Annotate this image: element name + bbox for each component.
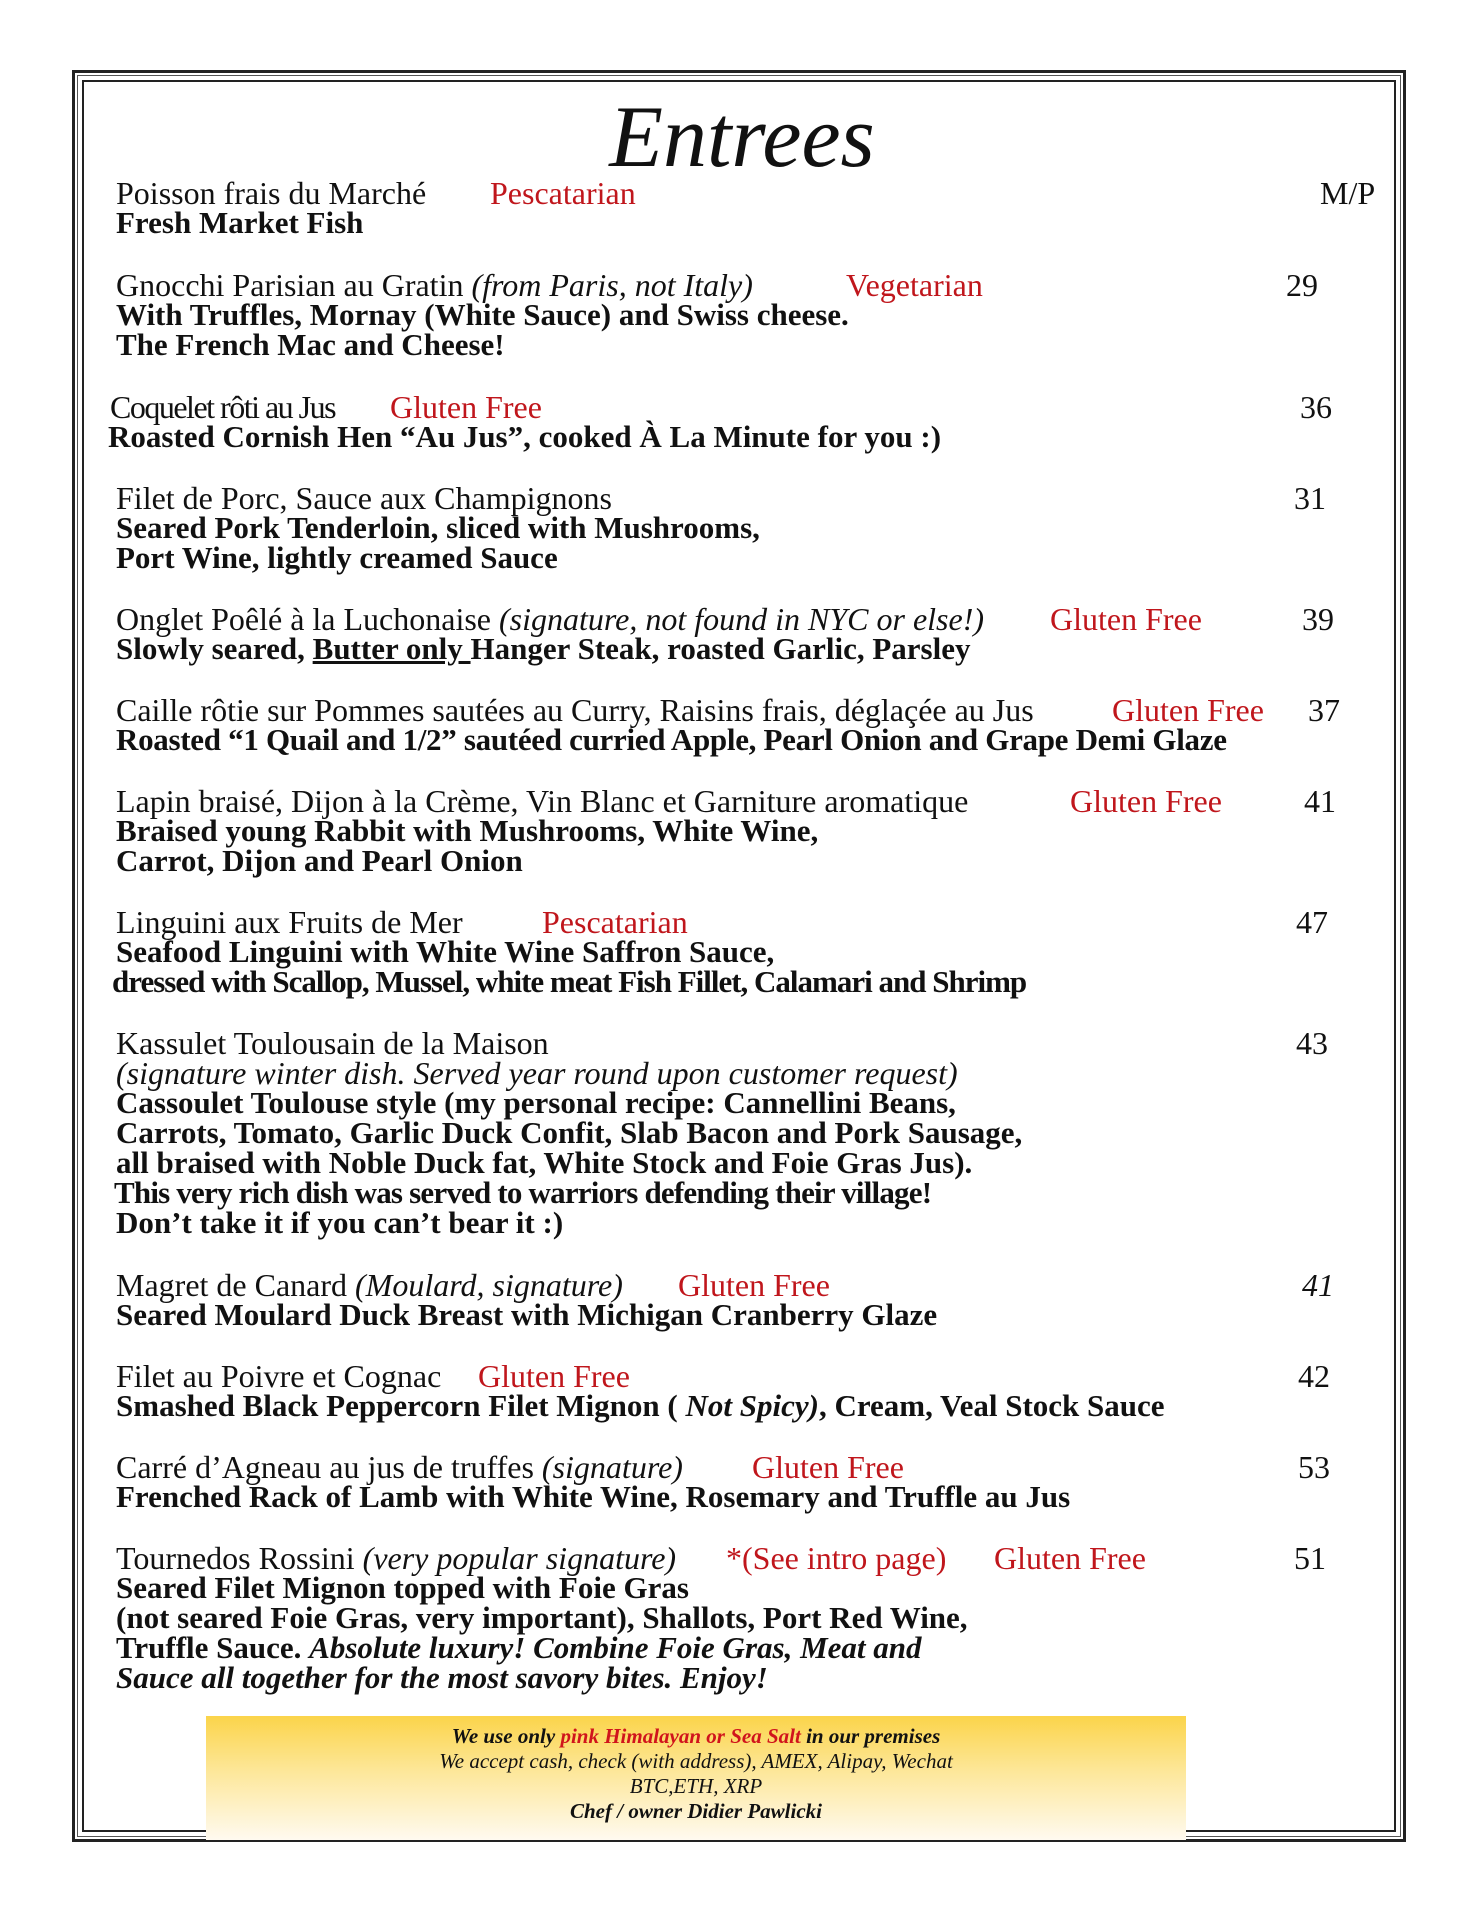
item-price: 53 bbox=[1298, 1449, 1330, 1485]
menu-item bbox=[116, 1449, 1366, 1514]
menu-item bbox=[116, 267, 1366, 362]
chef-credit: Chef / owner Didier Pawlicki bbox=[570, 1799, 822, 1823]
item-english-desc: Fresh Market Fish bbox=[116, 205, 364, 240]
menu-item bbox=[116, 480, 1366, 575]
item-english-desc: Don’t take it if you can’t bear it :) bbox=[116, 1205, 564, 1240]
menu-item bbox=[112, 904, 1366, 999]
item-english-desc: Cassoulet Toulouse style (my personal recipe: Cannellini Beans, bbox=[116, 1085, 956, 1120]
diet-tag: Gluten Free bbox=[1050, 601, 1202, 637]
diet-tag: Gluten Free bbox=[678, 1267, 830, 1303]
menu-item bbox=[116, 1540, 1366, 1695]
diet-tag: Vegetarian bbox=[846, 267, 983, 303]
item-french-name: Filet au Poivre et Cognac bbox=[116, 1358, 442, 1394]
item-english-desc: Slowly seared, Butter only Hanger Steak, roasted Garlic, Parsley bbox=[116, 631, 971, 666]
diet-tag: Gluten Free bbox=[1070, 783, 1222, 819]
item-note: (signature, not found in NYC or else!) bbox=[498, 601, 985, 637]
item-english-desc: Port Wine, lightly creamed Sauce bbox=[116, 540, 558, 575]
item-price: 36 bbox=[1300, 389, 1332, 425]
item-french-name: Kassulet Toulousain de la Maison bbox=[116, 1025, 549, 1061]
item-price: 37 bbox=[1308, 692, 1340, 728]
menu-item bbox=[116, 692, 1366, 757]
diet-tag: Gluten Free bbox=[994, 1540, 1146, 1576]
item-english-desc: dressed with Scallop, Mussel, white meat Fish Fillet, Calamari and Shrimp bbox=[112, 964, 1027, 999]
item-english-desc: Sauce all together for the most savory bites. Enjoy! bbox=[116, 1660, 768, 1695]
item-french-name: Carré d’Agneau au jus de truffes bbox=[116, 1449, 534, 1485]
item-english-desc: Braised young Rabbit with Mushrooms, White Wine, bbox=[116, 813, 819, 848]
menu-item bbox=[114, 1025, 1366, 1240]
item-english-desc: Seared Pork Tenderloin, sliced with Mushrooms, bbox=[116, 510, 760, 545]
item-french-name: Tournedos Rossini bbox=[116, 1540, 355, 1576]
menu-item bbox=[116, 1267, 1366, 1332]
item-price: 39 bbox=[1302, 601, 1334, 637]
item-english-desc: (not seared Foie Gras, very important), Shallots, Port Red Wine, bbox=[116, 1600, 968, 1635]
item-french-name: Coquelet rôti au Jus bbox=[110, 389, 336, 425]
menu-item bbox=[116, 175, 1376, 240]
salt-notice: We use only pink Himalayan or Sea Salt in our premises bbox=[451, 1724, 941, 1748]
item-price: 29 bbox=[1286, 267, 1318, 303]
item-note: (from Paris, not Italy) bbox=[471, 267, 753, 303]
item-english-desc: Smashed Black Peppercorn Filet Mignon ( Not Spicy), Cream, Veal Stock Sauce bbox=[116, 1388, 1165, 1423]
diet-tag: Pescatarian bbox=[542, 904, 688, 940]
item-english-desc: all braised with Noble Duck fat, White Stock and Foie Gras Jus). bbox=[116, 1145, 973, 1180]
item-price: 31 bbox=[1294, 480, 1326, 516]
item-french-name: Lapin braisé, Dijon à la Crème, Vin Blanc et Garniture aromatique bbox=[116, 783, 969, 819]
payment-notice: We accept cash, check (with address), AMEX, Alipay, Wechat bbox=[439, 1749, 953, 1773]
item-note: (very popular signature) bbox=[362, 1540, 677, 1576]
item-english-desc: Roasted “1 Quail and 1/2” sautéed curried Apple, Pearl Onion and Grape Demi Glaze bbox=[116, 722, 1227, 757]
footer-banner bbox=[206, 1716, 1186, 1840]
page-title: Entrees bbox=[609, 89, 875, 186]
menu-item bbox=[116, 1358, 1366, 1423]
diet-tag: Gluten Free bbox=[1112, 692, 1264, 728]
item-french-name: Linguini aux Fruits de Mer bbox=[116, 904, 463, 940]
item-english-desc: Roasted Cornish Hen “Au Jus”, cooked À La Minute for you :) bbox=[108, 419, 942, 454]
menu-item bbox=[108, 389, 1360, 454]
menu-item bbox=[116, 783, 1366, 878]
item-english-desc: Carrots, Tomato, Garlic Duck Confit, Slab Bacon and Pork Sausage, bbox=[116, 1115, 1023, 1150]
item-french-name: Onglet Poêlé à la Luchonaise bbox=[116, 601, 491, 637]
diet-tag: Gluten Free bbox=[390, 389, 542, 425]
item-price: 41 bbox=[1304, 783, 1336, 819]
item-french-name: Gnocchi Parisian au Gratin bbox=[116, 267, 464, 303]
diet-tag: Gluten Free bbox=[752, 1449, 904, 1485]
item-english-desc: Seared Moulard Duck Breast with Michigan Cranberry Glaze bbox=[116, 1297, 938, 1332]
item-english-desc: Seafood Linguini with White Wine Saffron Sauce, bbox=[116, 934, 775, 969]
item-note: (signature) bbox=[541, 1449, 683, 1485]
item-price: 42 bbox=[1298, 1358, 1330, 1394]
item-price: 51 bbox=[1294, 1540, 1326, 1576]
diet-tag: Gluten Free bbox=[478, 1358, 630, 1394]
item-english-desc: This very rich dish was served to warriors defending their village! bbox=[114, 1175, 932, 1210]
item-price: M/P bbox=[1320, 175, 1376, 211]
item-french-name: Filet de Porc, Sauce aux Champignons bbox=[116, 480, 612, 516]
item-english-desc: With Truffles, Mornay (White Sauce) and Swiss cheese. bbox=[116, 297, 849, 332]
item-english-desc: Carrot, Dijon and Pearl Onion bbox=[116, 843, 523, 878]
see-intro-note: *(See intro page) bbox=[726, 1540, 947, 1576]
item-french-name: Caille rôtie sur Pommes sautées au Curry, Raisins frais, déglaçée au Jus bbox=[116, 692, 1034, 728]
item-price: 43 bbox=[1296, 1025, 1328, 1061]
item-french-name: Poisson frais du Marché bbox=[116, 175, 427, 211]
item-english-desc: Seared Filet Mignon topped with Foie Gras bbox=[116, 1570, 689, 1605]
item-english-desc: Truffle Sauce. Absolute luxury! Combine Foie Gras, Meat and bbox=[116, 1630, 922, 1665]
crypto-notice: BTC,ETH, XRP bbox=[629, 1774, 763, 1798]
item-note: (Moulard, signature) bbox=[355, 1267, 623, 1303]
item-price: 41 bbox=[1302, 1267, 1334, 1303]
item-price: 47 bbox=[1296, 904, 1328, 940]
item-note: (signature winter dish. Served year round upon customer request) bbox=[116, 1055, 958, 1091]
menu-item bbox=[116, 601, 1366, 666]
diet-tag: Pescatarian bbox=[490, 175, 636, 211]
item-english-desc: The French Mac and Cheese! bbox=[116, 327, 505, 362]
item-french-name: Magret de Canard bbox=[116, 1267, 348, 1303]
item-english-desc: Frenched Rack of Lamb with White Wine, Rosemary and Truffle au Jus bbox=[116, 1479, 1071, 1514]
